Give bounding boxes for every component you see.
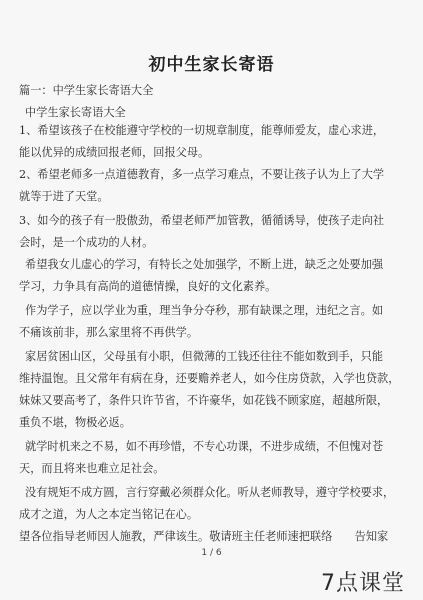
watermark-text: 7点课堂 <box>321 571 405 596</box>
text-line: 会时，是一个成功的人材。 <box>19 236 154 249</box>
text-line: 3、如今的孩子有一股傲劲，希望老师严加管教，循循诱导，使孩子走向社 <box>19 214 385 227</box>
text-line: 成才之道，为人之本定当铭记在心。 <box>19 508 199 521</box>
text-line: 1、希望该孩子在校能遵守学校的一切规章制度，能尊师爱友，虚心求进， <box>19 124 385 137</box>
text-line: 没有规矩不成方圆，言行穿戴必须群众化。听从老师教导，遵守学校要求， <box>25 486 395 499</box>
text-line: 重负不堪，物极必返。 <box>19 416 131 429</box>
page-number: 1 / 6 <box>201 548 222 558</box>
section-heading: 篇一：中学生家长寄语大全 <box>19 84 154 97</box>
text-line: 就等于进了天堂。 <box>19 190 109 203</box>
text-line: 不痛该前非，那么家里将不再供学。 <box>19 326 199 339</box>
text-line: 妹妹又要高考了，条件只许节省，不许豪华，如花钱不顾家庭，超越所限， <box>19 394 389 407</box>
text-line: 作为学子，应以学业为重，理当争分夺秒，那有缺课之理，违纪之言。如 <box>25 304 384 317</box>
text-line: 维持温饱。且父常年有病在身，还要赡养老人，如今住房贷款，入学也贷款， <box>19 372 400 385</box>
text-line: 学习，力争具有高尚的道德情操，良好的文化素养。 <box>19 280 277 293</box>
text-line-last: 望各位指导老师因人施教，严律该生。敬请班主任老师速把联络 告知家 <box>19 530 389 543</box>
document-title: 初中生家长寄语 <box>148 55 275 75</box>
text-line: 就学时机来之不易，如不再珍惜，不专心功课，不进步成绩，不但愧对苍 <box>25 440 384 453</box>
text-line: 天，而且将来也难立足社会。 <box>19 462 165 475</box>
text-line: 2、希望老师多一点道德教育，多一点学习难点，不要让孩子认为上了大学 <box>19 168 385 181</box>
subheading: 中学生家长寄语大全 <box>25 106 126 119</box>
text-line: 家居贫困山区，父母虽有小职，但微薄的工钱还往往不能如数到手，只能 <box>25 350 384 363</box>
text-line: 能以优异的成绩回报老师，回报父母。 <box>19 146 210 159</box>
text-line: 希望我女儿虚心的学习，有特长之处加强学，不断上进，缺乏之处要加强 <box>25 258 384 271</box>
